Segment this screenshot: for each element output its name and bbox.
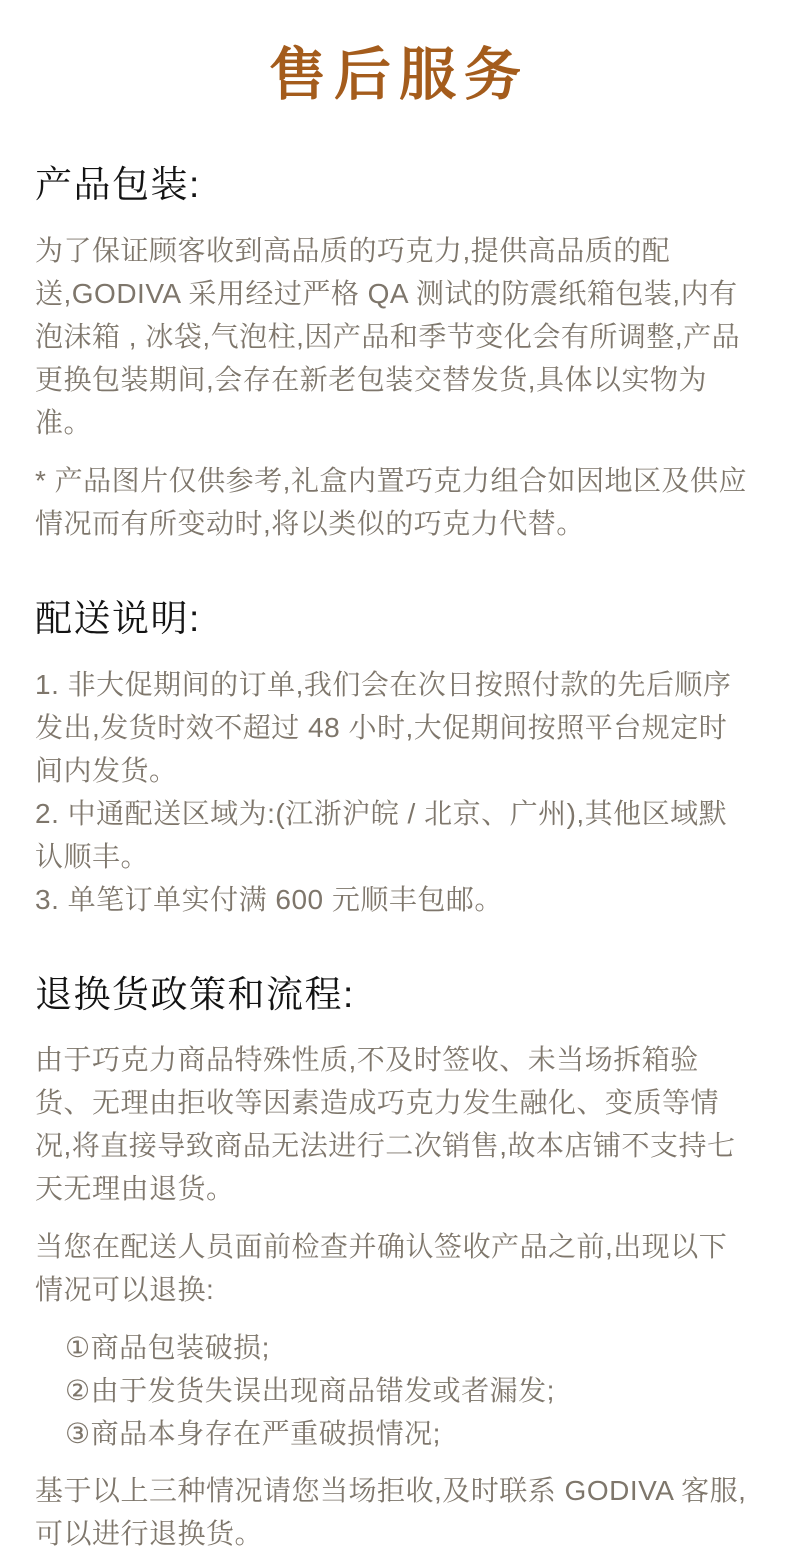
page-title: 售后服务	[269, 43, 529, 107]
delivery-item-3: 3. 单笔订单实付满 600 元顺丰包邮。	[35, 883, 503, 915]
section-return-policy	[35, 973, 755, 1555]
return-conditions-intro: 当您在配送人员面前检查并确认签收产品之前,出现以下情况可以退换:	[35, 1231, 728, 1306]
return-policy-heading: 退换货政策和流程:	[35, 973, 355, 1015]
return-case-1: ①商品包装破损;	[65, 1332, 270, 1364]
return-case-2: ②由于发货失误出现商品错发或者漏发;	[65, 1375, 555, 1407]
packaging-disclaimer-note: * 产品图片仅供参考,礼盒内置巧克力组合如因地区及供应情况而有所变动时,将以类似的巧克力代替。	[35, 464, 747, 539]
delivery-item-1: 1. 非大促期间的订单,我们会在次日按照付款的先后顺序发出,发货时效不超过 48 小时,大促期间按照平台规定时间内发货。	[35, 668, 732, 786]
packaging-paragraph: 为了保证顾客收到高品质的巧克力,提供高品质的配送,GODIVA 采用经过严格 QA 测试的防震纸箱包装,内有泡沫箱 , 冰袋,气泡柱,因产品和季节变化会有所调整,产品更换包装期间,会存在新老包装交替发货,具体以实物为准。	[35, 234, 741, 438]
section-product-packaging	[35, 163, 755, 545]
return-policy-paragraph: 由于巧克力商品特殊性质,不及时签收、未当场拆箱验货、无理由拒收等因素造成巧克力发生融化、变质等情况,将直接导致商品无法进行二次销售,故本店铺不支持七天无理由退货。	[35, 1044, 736, 1205]
section-delivery-instructions	[35, 597, 755, 921]
delivery-item-2: 2. 中通配送区域为:(江浙沪皖 / 北京、广州),其他区域默认顺丰。	[35, 797, 728, 872]
return-case-3: ③商品本身存在严重破损情况;	[65, 1418, 441, 1450]
product-packaging-heading: 产品包装:	[35, 164, 201, 206]
delivery-instructions-heading: 配送说明:	[35, 597, 201, 639]
return-policy-closing: 基于以上三种情况请您当场拒收,及时联系 GODIVA 客服,可以进行退换货。	[35, 1475, 747, 1550]
return-case-list	[35, 1326, 755, 1455]
